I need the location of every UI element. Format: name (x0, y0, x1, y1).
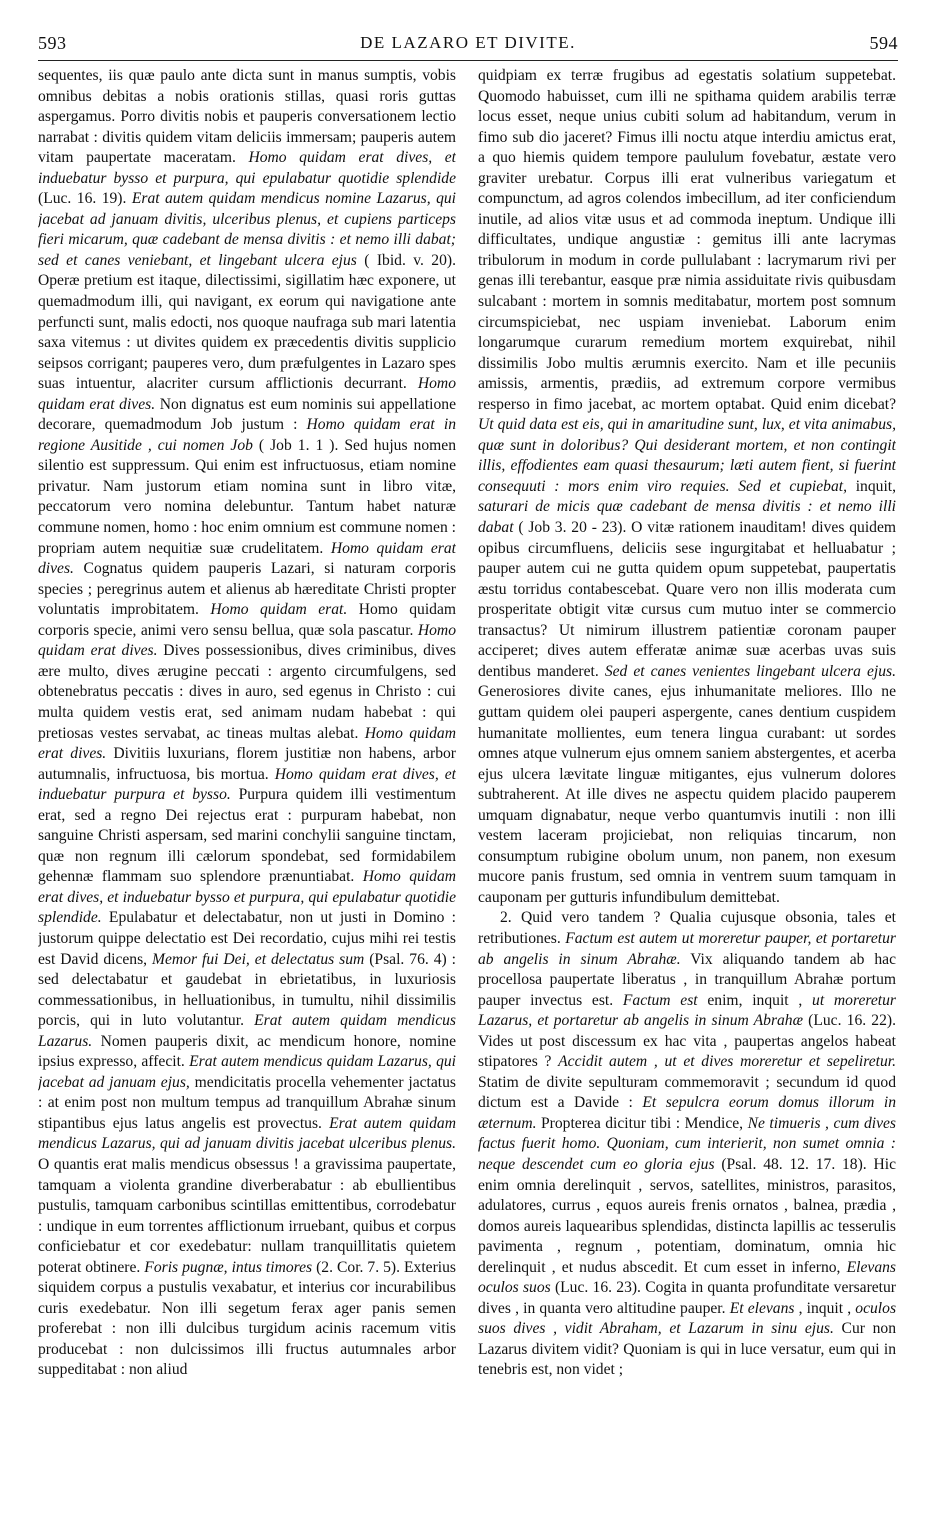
text-run: Non dignatus est eum nominis sui appellatione decorare, quemadmodum Job justum : (38, 395, 456, 434)
italic-quotation: Elevans oculos suos (478, 1258, 896, 1297)
italic-quotation: Homo quidam erat dives, et induebatur purpura et bysso. (38, 765, 456, 804)
text-run: Dives possessionibus, dives criminibus, dives ære multo, dives ærugine peccati : argento circumfulgens, sed obtenebratus peccatis : dives in auro, sed egenus in Christo : cui multa quidem vestis erat, sed animam nudam habebat : qui pretiosas vestes servabat, ac tineas multas alebat. (38, 642, 456, 742)
text-run: mendicitatis procella vehementer jactatus : at enim post non multum tempus ad tranquillum Abrahæ sinum stipantibus ejus latus angelis est provectus. (38, 1073, 456, 1132)
running-title: DE LAZARO ET DIVITE. (360, 33, 576, 52)
header-rule (38, 60, 898, 61)
text-run: O quantis erat malis mendicus obsessus ! a gravissima paupertate, tamquam a violenta grandine diverberabatur : ab ebullientibus pustulis, tamquam carbonibus scintillas emittentibus, corrodebatur : undique in eum torrentes afflictionum irruebant, quibus et corpus conficiebatur et cor exedebatur: nullam tranquillitatis quietem poterat obtinere. (38, 1155, 456, 1276)
left-column-text (38, 66, 456, 1381)
text-run: ( Job 1. 1 ). Sed hujus nomen silentio est suppressum. Qui enim est infructuosus, etiam nomine privatur. Nam justorum etiam nomina sunt in libro vitæ, peccatorum vero nomina delebuntur. Tantum habet naturæ commune nomen, homo : hoc enim omnium est commune nomen : propriam autem nequitiæ suæ crudelitatem. (38, 436, 456, 557)
text-run: sequentes, iis quæ paulo ante dicta sunt in manus sumptis, vobis omnibus debitas a nobis orationis stillas, quasi roris guttas aspergamus. Porro divitis nobis et pauperis conversationem lectio narrabat : divitis quidem vitam deliciis immersam; pauperis autem vitam paupertate maceratam. (38, 67, 456, 167)
italic-quotation: saturari de micis quæ cadebant de mensa divitis : et nemo illi dabat (478, 498, 896, 537)
italic-quotation: Ut quid data est eis, qui in amaritudine sunt, lux, et vita animabus, quæ sunt in doloribus? Qui desiderant mortem, et non contingit illis, effodientes eam quasi thesaurum; læti autem fient, si fuerint consequuti : mors enim viro requies. Sed et cupiebat, (478, 416, 896, 495)
right-column (478, 66, 896, 1506)
text-run: (2. Cor. 7. 5). Exterius siquidem corpus a pustulis vexabatur, et interius cor incurabilibus curis exedebatur. Non illi segetum ferax ager panis semen proferebat : non illi dulcibus turgidum acinis racemum vitis producebat : non dulcissimos illi fructus autumnales arbor suppeditabat : non aliud (38, 1258, 456, 1379)
text-run: inquit, (847, 477, 896, 495)
italic-quotation: Erat autem quidam mendicus Lazarus. (38, 1012, 456, 1050)
italic-quotation: Homo quidam erat dives, et induebatur bysso et purpura, qui epulabatur quotidie splendide. (38, 868, 456, 927)
text-run: Epulabatur et delectabatur, non ut justi in Domino : justorum quippe delectatio est Dei recordatio, cujus mihi rei testis est David dicens, (38, 909, 456, 968)
italic-quotation: Factum est (622, 991, 698, 1009)
left-column (38, 66, 456, 1506)
text-run: , inquit , (794, 1299, 856, 1317)
left-page-number: 593 (38, 32, 67, 53)
text-run: Cur non Lazarus divitem vidit? Quoniam is qui in luce versatur, eum qui in tenebris est, non videt ; (478, 1320, 896, 1379)
text-run: (Psal. 76. 4) : sed delectabatur et gaudebat in ebrietatibus, in luxuriosis commessationibus, in helluationibus, in tumultu, nihil dissimilis porcis, qui in luto volutantur. (38, 950, 456, 1030)
italic-quotation: Homo quidam erat in regione Ausitide , cui nomen Job (38, 416, 456, 454)
italic-quotation: Homo quidam erat dives, et induebatur bysso et purpura, qui epulabatur quotidie splendide (38, 149, 456, 187)
text-run: Generosiores divite canes, ejus inhumanitate meliores. Illo ne guttam quidem olei pauperi aspergente, canes dentium cuspidem humanitate mollientes, eum tenera lingua curabant: ut sordes omnes atque vulnerum ejus omnem saniem abstergentes, et acerba ejus ulcera lævitate linguæ mitigantes, ejus vulnerum dolores subtraherent. At ille dives ne aspectu quidem placido pauperem umquam dignabatur, neque verbo quantumvis inutili : non illi vestem laceram projiciebat, non reliquias tincarum, non consumptum rubigine obolum unum, non panem, non exesum mucore panis frustum, sed omnia in ventrem suum tamquam in cauponam per gutturis infundibulum demittebat. (478, 683, 896, 906)
text-run: (Luc. 16. 22). Vides ut post discessum ex hac vita , paupertas angelos habeat stipatores ? (478, 1012, 896, 1071)
text-run: (Psal. 48. 12. 17. 18). Hic enim omnia derelinquit , servos, satellites, ministros, parasitos, adulatores, currus , equos aureis frenis ornatos , balnea, prædia , domos aureis laquearibus splendidas, distincta lapillis ac tesserulis pavimenta , regnum , potentiam, dominatum, omnia hic derelinquit , et nudus abscedit. Et cum esset in inferno, (478, 1155, 896, 1276)
italic-quotation: Memor fui Dei, et delectatus sum (152, 950, 365, 968)
italic-quotation: Sed et canes venientes lingebant ulcera ejus. (604, 662, 896, 680)
italic-quotation: Homo quidam erat dives. (38, 621, 456, 660)
italic-quotation: Homo quidam erat. (210, 601, 348, 619)
text-run: Cognatus quidem pauperis Lazari, si naturam corporis species ; peregrinus autem et alienus ab hæreditate Christi propter voluntatis improbitatem. (38, 560, 456, 619)
text-run: enim, inquit , (697, 991, 813, 1009)
text-run: 2. Quid vero tandem ? Qualia cujusque obsonia, tales et retributiones. (478, 909, 896, 947)
text-run: quidpiam ex terræ frugibus ad egestatis solatium suppetebat. Quomodo habuisset, cum illi ne spithama quidem arabilis terræ locus esset, neque unius cubiti solum ad habitandum, verum in fimo sub dio jaceret? Fimus illi noctu atque interdiu amictus erat, a quo hiemis quidem tempore paululum fovebatur, æstate vero graviter urebatur. Corpus illi erat vulneribus variegatum et compunctum, ad agros colendos imbecillum, ad iter conficiendum inutile, ad alios vitæ usus et ad commoda ineptum. Undique illi difficultates, undique angustiæ : gemitus illi ante lacrymas tribulorum in modum in corde pullulabant : lacrymarum rivi per genas illi terebantur, easque præ nimia assiduitate rivis quibusdam sulcabant : mortem in somnis meditabatur, mortem post somnum circumspiciebat, nec uspiam inveniebat. Laborum enim longarumque curarum remedium mortem exquirebat, nihil dissimilis Jobo multis ærumnis exercito. Nam et ille pecuniis amissis, armentis, prædiis, ad extremum corpore vermibus resperso in fimo jacebat, ac mortem optabat. Quid enim dicebat? (478, 67, 896, 413)
italic-quotation: Foris pugnæ, intus timores (144, 1258, 313, 1276)
text-run: (Luc. 16. 19). (38, 190, 132, 208)
text-run: Homo quidam corporis specie, animi vero sensu bellua, quæ sola pascatur. (38, 601, 456, 639)
italic-quotation: Factum est autem ut moreretur pauper, et portaretur ab angelis in sinum Abrahæ. (478, 929, 896, 968)
italic-quotation: Erat autem mendicus quidam Lazarus, qui jacebat ad januam ejus, (38, 1053, 456, 1091)
italic-quotation: Et elevans (729, 1299, 795, 1317)
italic-quotation: Et sepulcra eorum domus illorum in æternum. (478, 1094, 896, 1132)
italic-quotation: Ne timueris , cum dives factus fuerit homo. Quoniam, cum interierit, non sumet omnia : neque descendet cum eo gloria ejus (478, 1114, 896, 1173)
italic-quotation: ut moreretur Lazarus, et portaretur ab angelis in sinum Abrahæ (478, 991, 896, 1030)
text-run: Nomen pauperis dixit, ac mendicum honore, nomine ipsius expresso, affecit. (38, 1032, 456, 1071)
text-run: Statim de divite sepulturam commemoravit ; secundum id quod dictum est a Davide : (478, 1073, 896, 1112)
right-page-number: 594 (869, 32, 898, 53)
italic-quotation: Erat autem quidam mendicus nomine Lazarus, qui jacebat ad januam divitis, ulceribus plenus, et cupiens particeps fieri micarum, quæ cadebant de mensa divitis : et nemo illi dabat; sed et canes veniebant, et lingebant ulcera ejus (38, 190, 456, 269)
text-run: (Luc. 16. 23). Cogita in quanta profunditate versaretur dives , in quanta vero altitudine pauper. (478, 1279, 896, 1317)
text-run: Purpura quidem illi vestimentum erat, sed a regno Dei rejectus erat : purpuram habebat, non sanguine Christi aspersam, sed marini conchylii sanguine tinctam, quæ non regnum illi cælorum spondebat, sed formidabilem gehennæ flammam suo splendore prænuntiabat. (38, 786, 456, 886)
right-column-paragraph-1 (478, 66, 896, 908)
italic-quotation: Homo quidam erat dives. (38, 724, 456, 763)
right-column-paragraph-2 (478, 908, 896, 1381)
italic-quotation: Homo quidam erat dives. (38, 539, 456, 578)
italic-quotation: Homo quidam erat dives. (38, 375, 456, 413)
page-header (38, 30, 898, 56)
italic-quotation: oculos suos dives , vidit Abraham, et Lazarum in sinu ejus. (478, 1299, 896, 1338)
text-run: Vix aliquando tandem ab hac procellosa paupertate liberatus , in tranquillum Abrahæ portum pauper invectus est. (478, 950, 896, 1009)
text-run: ( Ibid. v. 20). Operæ pretium est itaque, dilectissimi, sigillatim hæc exponere, ut quemadmodum illi, qui navigant, ex eorum qui navigatione ante perfuncti sunt, malis edocti, nos quoque naufraga sub mari latentia saxa vitemus : ut divites quidem ex præcedentis divitis supplicio seipsos corrigant; pauperes vero, dum præfulgentes in Lazaro spes suas intuentur, alacriter cursum afflictionis decurrant. (38, 251, 456, 393)
italic-quotation: Accidit autem , ut et dives moreretur et sepeliretur. (558, 1053, 896, 1071)
text-run: Propterea dicitur tibi : Mendice, (536, 1114, 748, 1132)
text-run: ( Job 3. 20 - 23). O vitæ rationem inauditam! dives quidem opibus circumfluens, deliciis sese ingurgitabat et helluabatur ; pauper autem cui ne gutta quidem opum suppetebat, paupertatis æstu torridus contabescebat. Quare vero non illis moderata cum prosperitate obtigit vitæ cursus cum mutuo inter se commercio transactus? Ut nimirum illustrem patientiæ coronam pauper acciperet; dives autem efferatæ animæ suæ acerbas uvas suis dentibus manderet. (478, 519, 896, 680)
text-run: Divitiis luxurians, florem justitiæ non habens, arbor autumnalis, infructuosa, bis mortua. (38, 745, 456, 783)
italic-quotation: Erat autem quidam mendicus Lazarus, qui ad januam divitis jacebat ulceribus plenus. (38, 1114, 456, 1153)
